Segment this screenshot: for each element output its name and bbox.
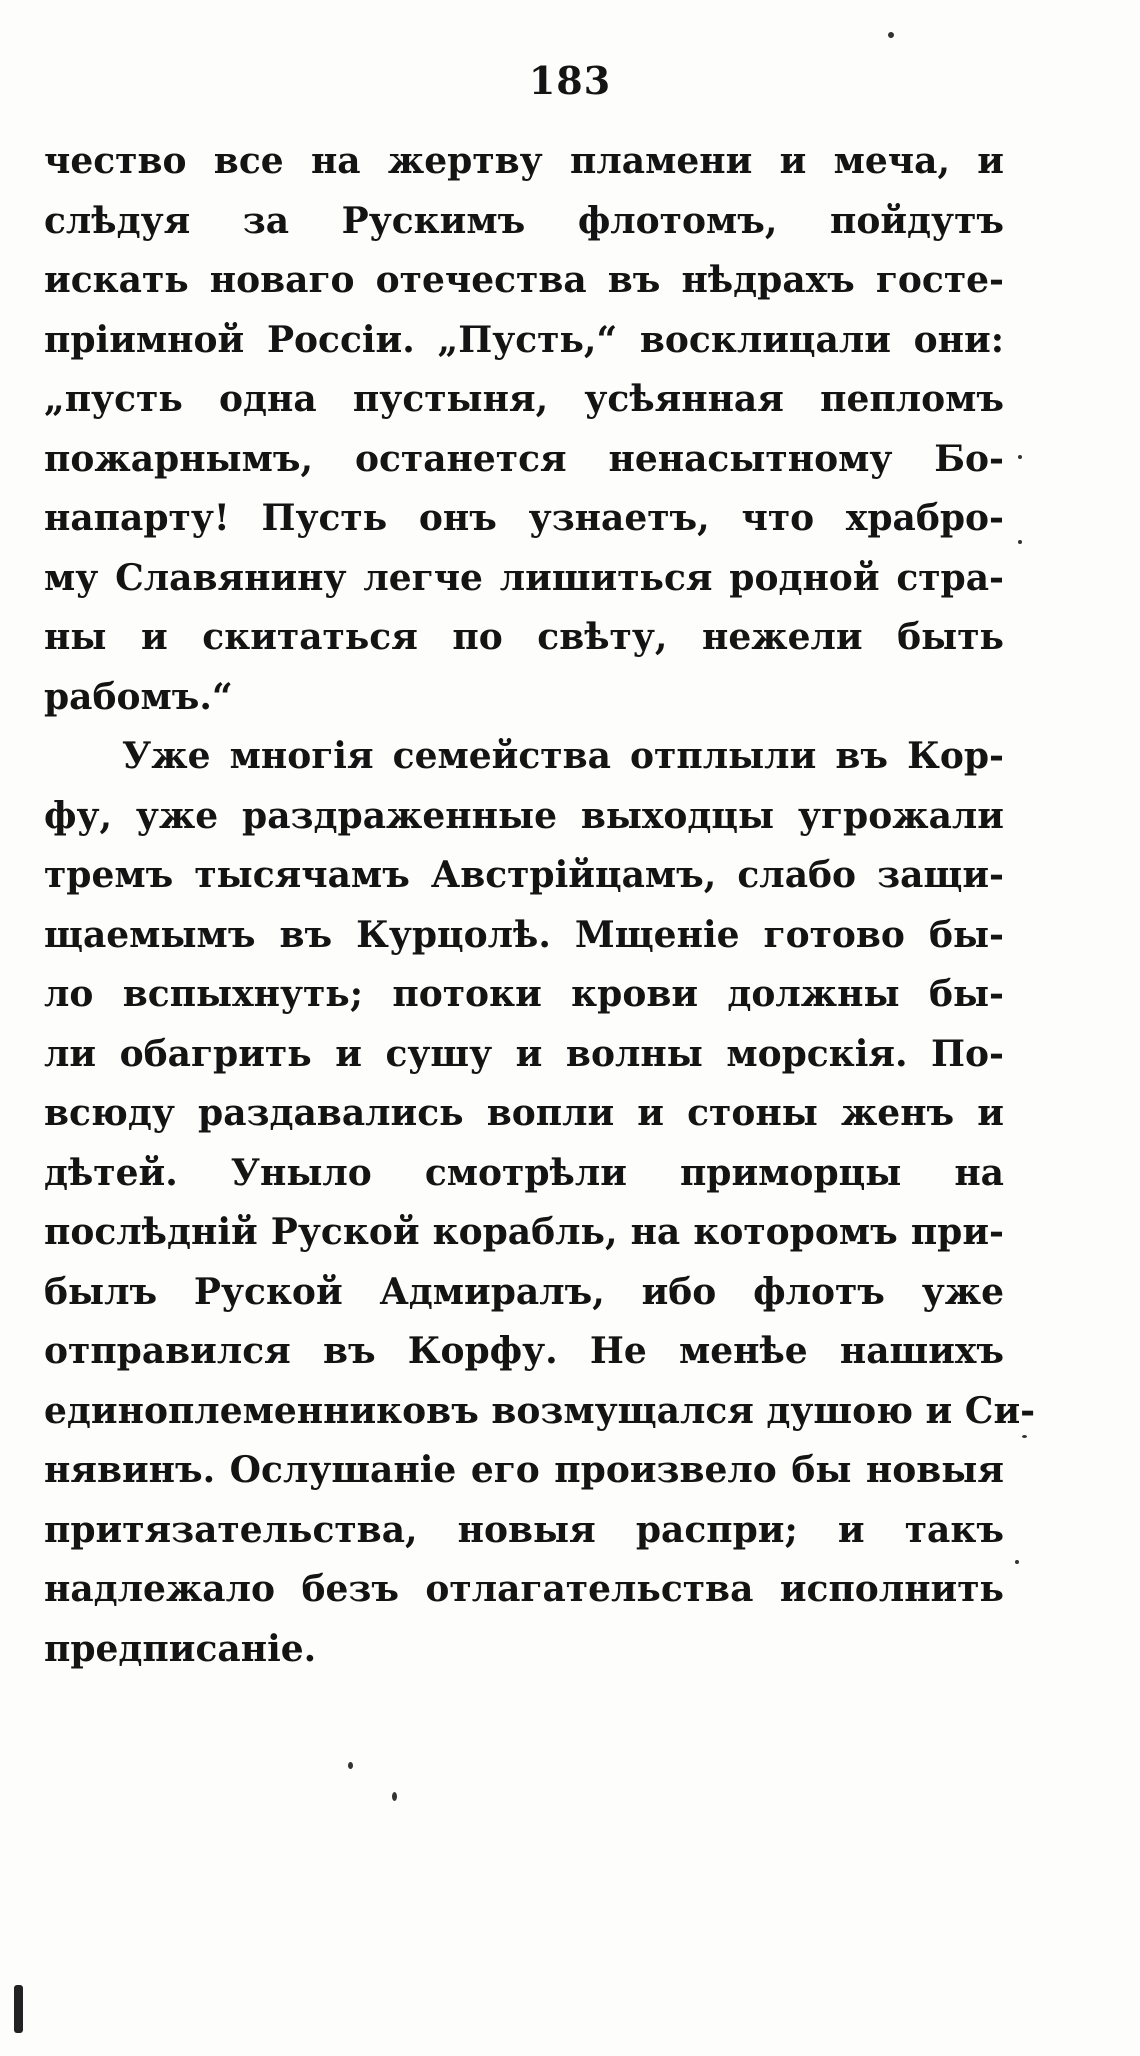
scan-speck bbox=[1022, 1435, 1027, 1438]
scan-speck bbox=[1018, 455, 1022, 459]
scan-speck bbox=[1015, 1560, 1019, 1564]
text-line: послѣдній Руской корабль, на которомъ при- bbox=[44, 1211, 1004, 1253]
text-line: предписаніе. bbox=[44, 1627, 317, 1670]
scan-speck bbox=[392, 1792, 397, 1801]
paragraph bbox=[44, 727, 1036, 1679]
text-line: пожарнымъ, останется ненасытному Бо- bbox=[44, 437, 1004, 480]
text-line: напарту! Пусть онъ узнаетъ, что храбро- bbox=[44, 497, 1004, 539]
text-line: слѣдуя за Рускимъ флотомъ, пойдутъ bbox=[44, 199, 1004, 242]
text-line: всюду раздавались вопли и стоны женъ и bbox=[44, 1092, 1004, 1134]
text-line: рабомъ.“ bbox=[44, 675, 233, 718]
text-line: щаемымъ въ Курцолѣ. Мщеніе готово бы- bbox=[44, 913, 1004, 956]
text-line: искать новаго отечества въ нѣдрахъ госте- bbox=[44, 259, 1004, 301]
text-line: ли обагрить и сушу и волны морскія. По- bbox=[44, 1032, 1004, 1075]
body-text bbox=[44, 132, 1036, 1679]
text-line: ны и скитаться по свѣту, нежели быть bbox=[44, 616, 1004, 658]
text-line: му Славянину легче лишиться родной стра- bbox=[44, 556, 1004, 599]
text-line: фу, уже раздраженные выходцы угрожали bbox=[44, 794, 1004, 837]
text-line: притязательства, новыя распри; и такъ bbox=[44, 1508, 1004, 1551]
text-line: тремъ тысячамъ Австрійцамъ, слабо защи- bbox=[44, 854, 1004, 896]
scan-speck bbox=[888, 32, 894, 38]
margin-mark bbox=[14, 1985, 23, 2033]
text-line: былъ Руской Адмиралъ, ибо флотъ уже bbox=[44, 1270, 1004, 1313]
page-number: 183 bbox=[528, 58, 612, 103]
text-line: дѣтей. Уныло смотрѣли приморцы на bbox=[44, 1151, 1004, 1194]
text-line: пріимной Россіи. „Пусть,“ восклицали они: bbox=[44, 318, 1004, 361]
scan-speck bbox=[348, 1762, 353, 1769]
text-line: нявинъ. Ослушаніе его произвело бы новыя bbox=[44, 1449, 1004, 1491]
text-line: чество все на жертву пламени и меча, и bbox=[44, 140, 1004, 182]
scan-speck bbox=[1018, 540, 1022, 544]
text-line: Уже многія семейства отплыли въ Кор- bbox=[122, 735, 1004, 777]
text-line: отправился въ Корфу. Не менѣе нашихъ bbox=[44, 1330, 1004, 1372]
text-line: „пусть одна пустыня, усѣянная пепломъ bbox=[44, 378, 1004, 420]
text-line: надлежало безъ отлагательства исполнить bbox=[44, 1568, 1004, 1610]
text-line: единоплеменниковъ возмущался душою и Си- bbox=[44, 1389, 1036, 1432]
paragraph bbox=[44, 132, 1004, 727]
text-line: ло вспыхнуть; потоки крови должны бы- bbox=[44, 973, 1004, 1015]
